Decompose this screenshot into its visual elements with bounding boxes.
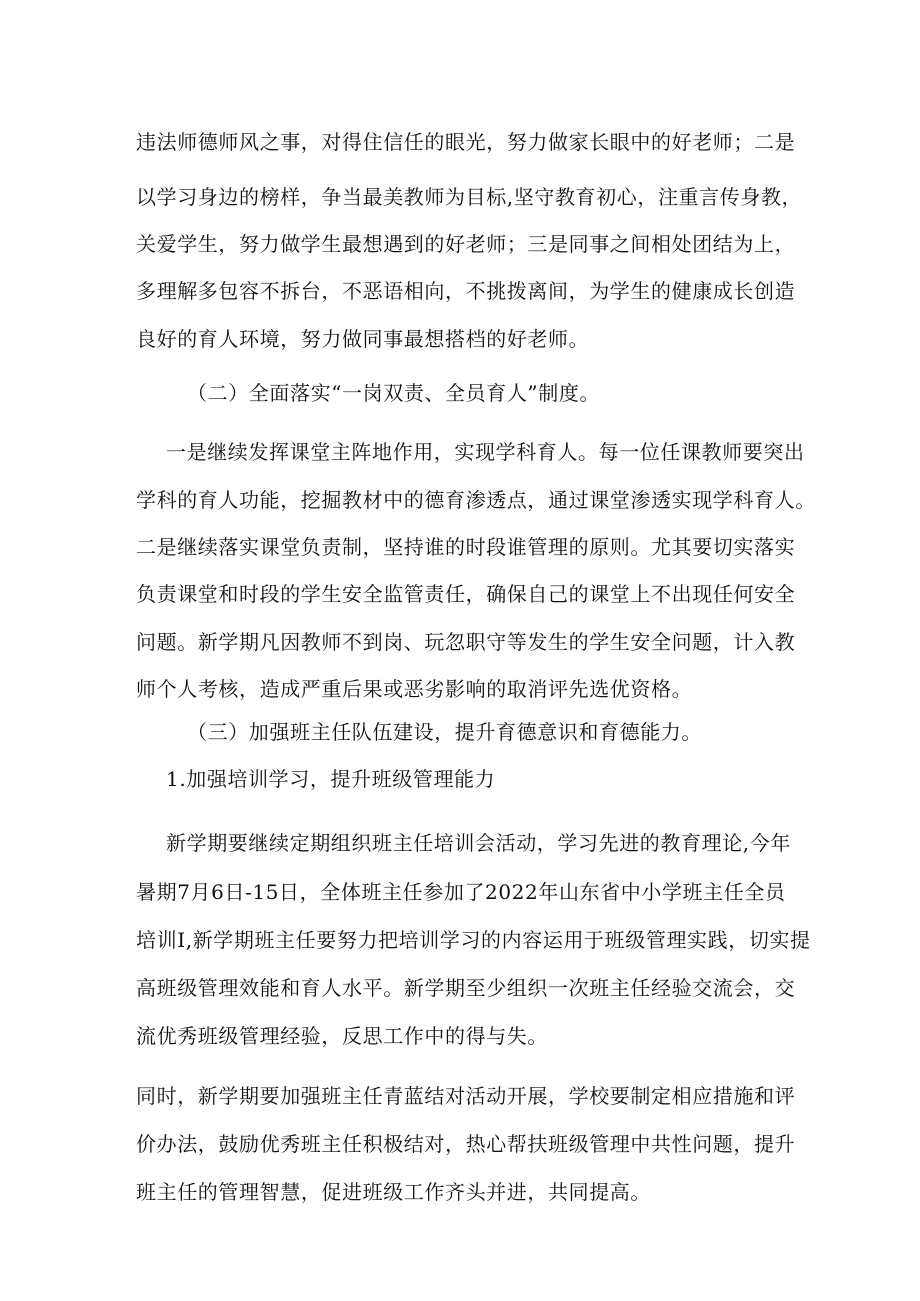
text-line: 一是继续发挥课堂主阵地作用，实现学科育人。每一位任课教师要突出 (166, 440, 805, 464)
text-line: 高班级管理效能和育人水平。新学期至少组织一次班主任经验交流会，交 (136, 976, 796, 1000)
text-line: 负责课堂和时段的学生安全监管责任，确保自己的课堂上不出现任何安全 (136, 582, 796, 606)
text-line: 学科的育人功能，挖掘教材中的德育渗透点，通过课堂渗透实现学科育人。 (136, 488, 816, 512)
text-line: 以学习身边的榜样，争当最美教师为目标,坚守教育初心，注重言传身教， (136, 185, 803, 209)
text-line: 新学期要继续定期组织班主任培训会活动，学习先进的教育理论,今年 (166, 831, 791, 855)
text-line: 违法师德师风之事，对得住信任的眼光，努力做家长眼中的好老师；二是 (136, 130, 796, 154)
text-line: 暑期7月6日-15日，全体班主任参加了2022年山东省中小学班主任全员 (136, 880, 786, 904)
text-line: 二是继续落实课堂负责制，坚持谁的时段谁管理的原则。尤其要切实落实 (136, 535, 796, 559)
text-line: 流优秀班级管理经验，反思工作中的得与失。 (136, 1024, 548, 1048)
text-line: 班主任的管理智慧，促进班级工作齐头并进，共同提高。 (136, 1180, 651, 1204)
text-line: 关爱学生，努力做学生最想遇到的好老师；三是同事之间相处团结为上， (136, 232, 796, 256)
text-line: 良好的育人环境，努力做同事最想搭档的好老师。 (136, 327, 590, 351)
text-line: 培训I,新学期班主任要努力把培训学习的内容运用于班级管理实践，切实提 (136, 928, 811, 952)
section-heading-2: （二）全面落实“一岗双责、全员育人”制度。 (187, 381, 601, 405)
subheading-1: 1.加强培训学习，提升班级管理能力 (166, 767, 496, 791)
text-line: 问题。新学期凡因教师不到岗、玩忽职守等发生的学生安全问题，计入教 (136, 630, 796, 654)
text-line: 多理解多包容不拆台，不恶语相向，不挑拨离间，为学生的健康成长创造 (136, 279, 796, 303)
text-line: 同时，新学期要加强班主任青蓝结对活动开展，学校要制定相应措施和评 (136, 1084, 796, 1108)
section-heading-3: （三）加强班主任队伍建设，提升育德意识和育德能力。 (187, 720, 702, 744)
text-line: 师个人考核，造成严重后果或恶劣影响的取消评先选优资格。 (136, 677, 693, 701)
text-line: 价办法，鼓励优秀班主任积极结对，热心帮扶班级管理中共性问题，提升 (136, 1132, 796, 1156)
